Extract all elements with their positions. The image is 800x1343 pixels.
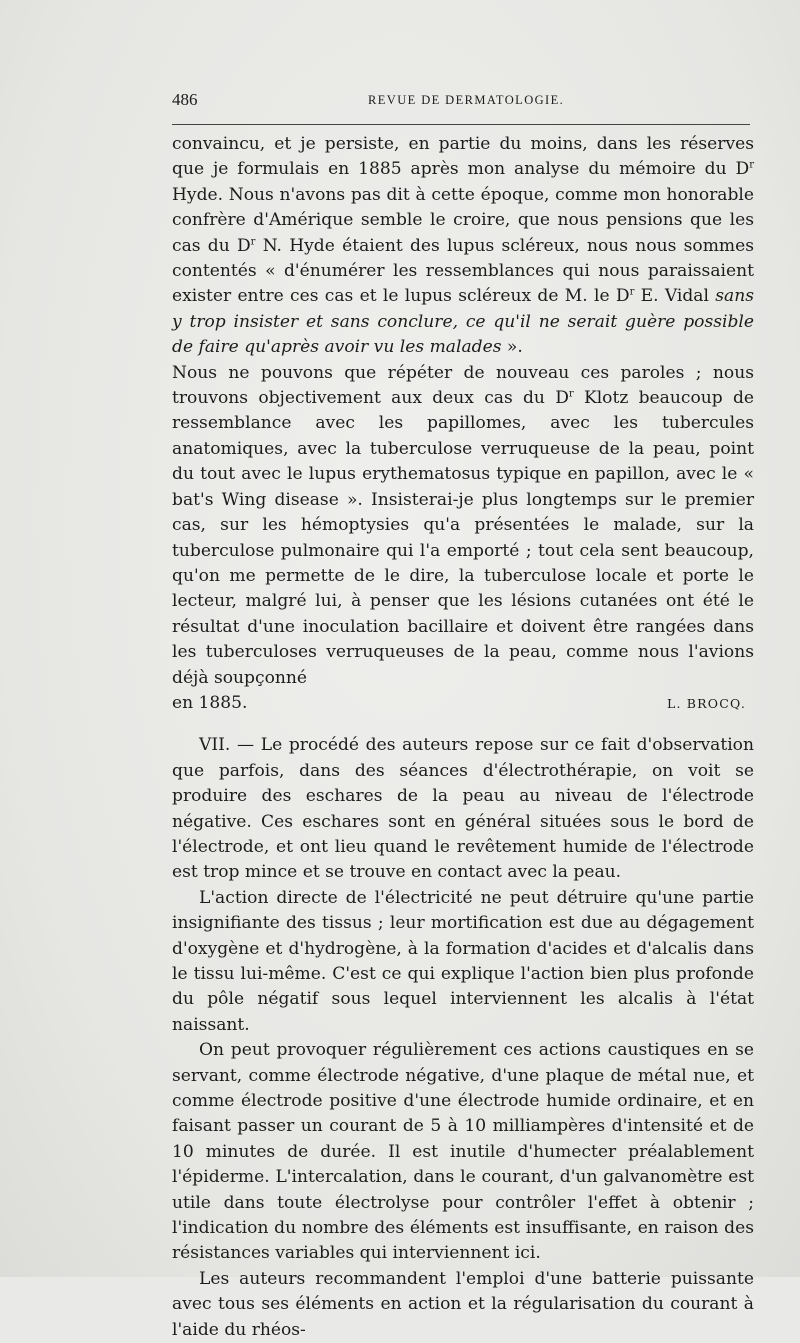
continuation-paragraph-1: convaincu, et je persiste, en partie du moins, dans les réserves que je formulais en 1885 après mon analyse du mémoire du $D^r$ Hyde. Nous n'avons pas dit à cette époque, comme mon honorable confrère d'Amérique semble le croire, que nous pensions que les cas du $D^r$ N. Hyde étaient des lupus scléreux, nous nous sommes contentés « d'énumérer les ressemblances qui nous paraissaient exister entre ces cas et le lupus scléreux de M. le $D^r$ E. Vidal sans y trop insister et sans conclure, ce qu'il ne serait guère possible de faire qu'après avoir vu les malades ». — [172, 134, 754, 358]
journal-title: REVUE DE DERMATOLOGIE. — [368, 93, 565, 107]
author-signature: L. BROCQ. — [666, 695, 746, 711]
header-rule — [172, 124, 750, 125]
section-vii-paragraph-3: On peut provoquer régulièrement ces actions caustiques en se servant, comme électrode négative, d'une plaque de métal nue, et comme électrode positive d'une électrode humide ordinaire, et en faisant passer un courant de 5 à 10 milliampères d'intensité et de 10 minutes de durée. Il est inutile d'humecter préalablement l'épiderme. L'intercalation, dans le courant, d'un galvanomètre est utile dans toute électrolyse pour contrôler l'effet à obtenir ; l'indication du nombre des éléments est insuffisante, en raison des résistances variables qui interviennent ici. — [172, 1040, 754, 1264]
continuation-paragraph-2: Nous ne pouvons que répéter de nouveau ces paroles ; nous trouvons objectivement aux deux cas du $D^r$ Klotz beaucoup de ressemblance avec les papillomes, avec les tubercules anatomiques, avec la tuberculose verruqueuse de la peau, point du tout avec le lupus erythematosus typique en papillon, avec le « bat's Wing disease ». Insisterai-je plus longtemps sur le premier cas, sur les hémoptysies qu'a présentées le malade, sur la tuberculose pulmonaire qui l'a emporté ; tout cela sent beaucoup, qu'on me permette de le dire, la tuberculose locale et porte le lecteur, malgré lui, à penser que les lésions cutanées ont été le résultat d'une inoculation bacillaire et doivent être rangées dans les tuberculoses verruqueuses de la peau, comme nous l'avions déjà soupçonné — [172, 362, 754, 688]
running-head — [172, 90, 752, 114]
section-vii-paragraph-4: Les auteurs recommandent l'emploi d'une batterie puissante avec tous ses éléments en action et la régularisation du courant à l'aide du rhéos- — [172, 1268, 754, 1340]
italic-quote: sans y trop insister et sans conclure, ce qu'il ne serait guère possible de faire qu'après avoir vu les malades — [172, 286, 754, 358]
body-text — [172, 132, 754, 1343]
section-gap — [172, 716, 754, 733]
section-vii-paragraph-2: L'action directe de l'électricité ne peut détruire qu'une partie insignifiante des tissus ; leur mortification est due au dégagement d'oxygène et d'hydrogène, à la formation d'acides et d'alcalis dans le tissu lui-même. C'est ce qui explique l'action bien plus profonde du pôle négatif sous lequel interviennent les alcalis à l'état naissant. — [172, 887, 754, 1035]
closing-text: en 1885. — [172, 692, 248, 713]
signature-line — [172, 691, 754, 716]
page-number: 486 — [172, 90, 198, 109]
section-vii-paragraph-1: VII. — Le procédé des auteurs repose sur ce fait d'observation que parfois, dans des séances d'électrothérapie, on voit se produire des eschares de la peau au niveau de l'électrode négative. Ces eschares sont en général situées sous le bord de l'électrode, et ont lieu quand le revêtement humide de l'électrode est trop mince et se trouve en contact avec la peau. — [172, 735, 754, 883]
